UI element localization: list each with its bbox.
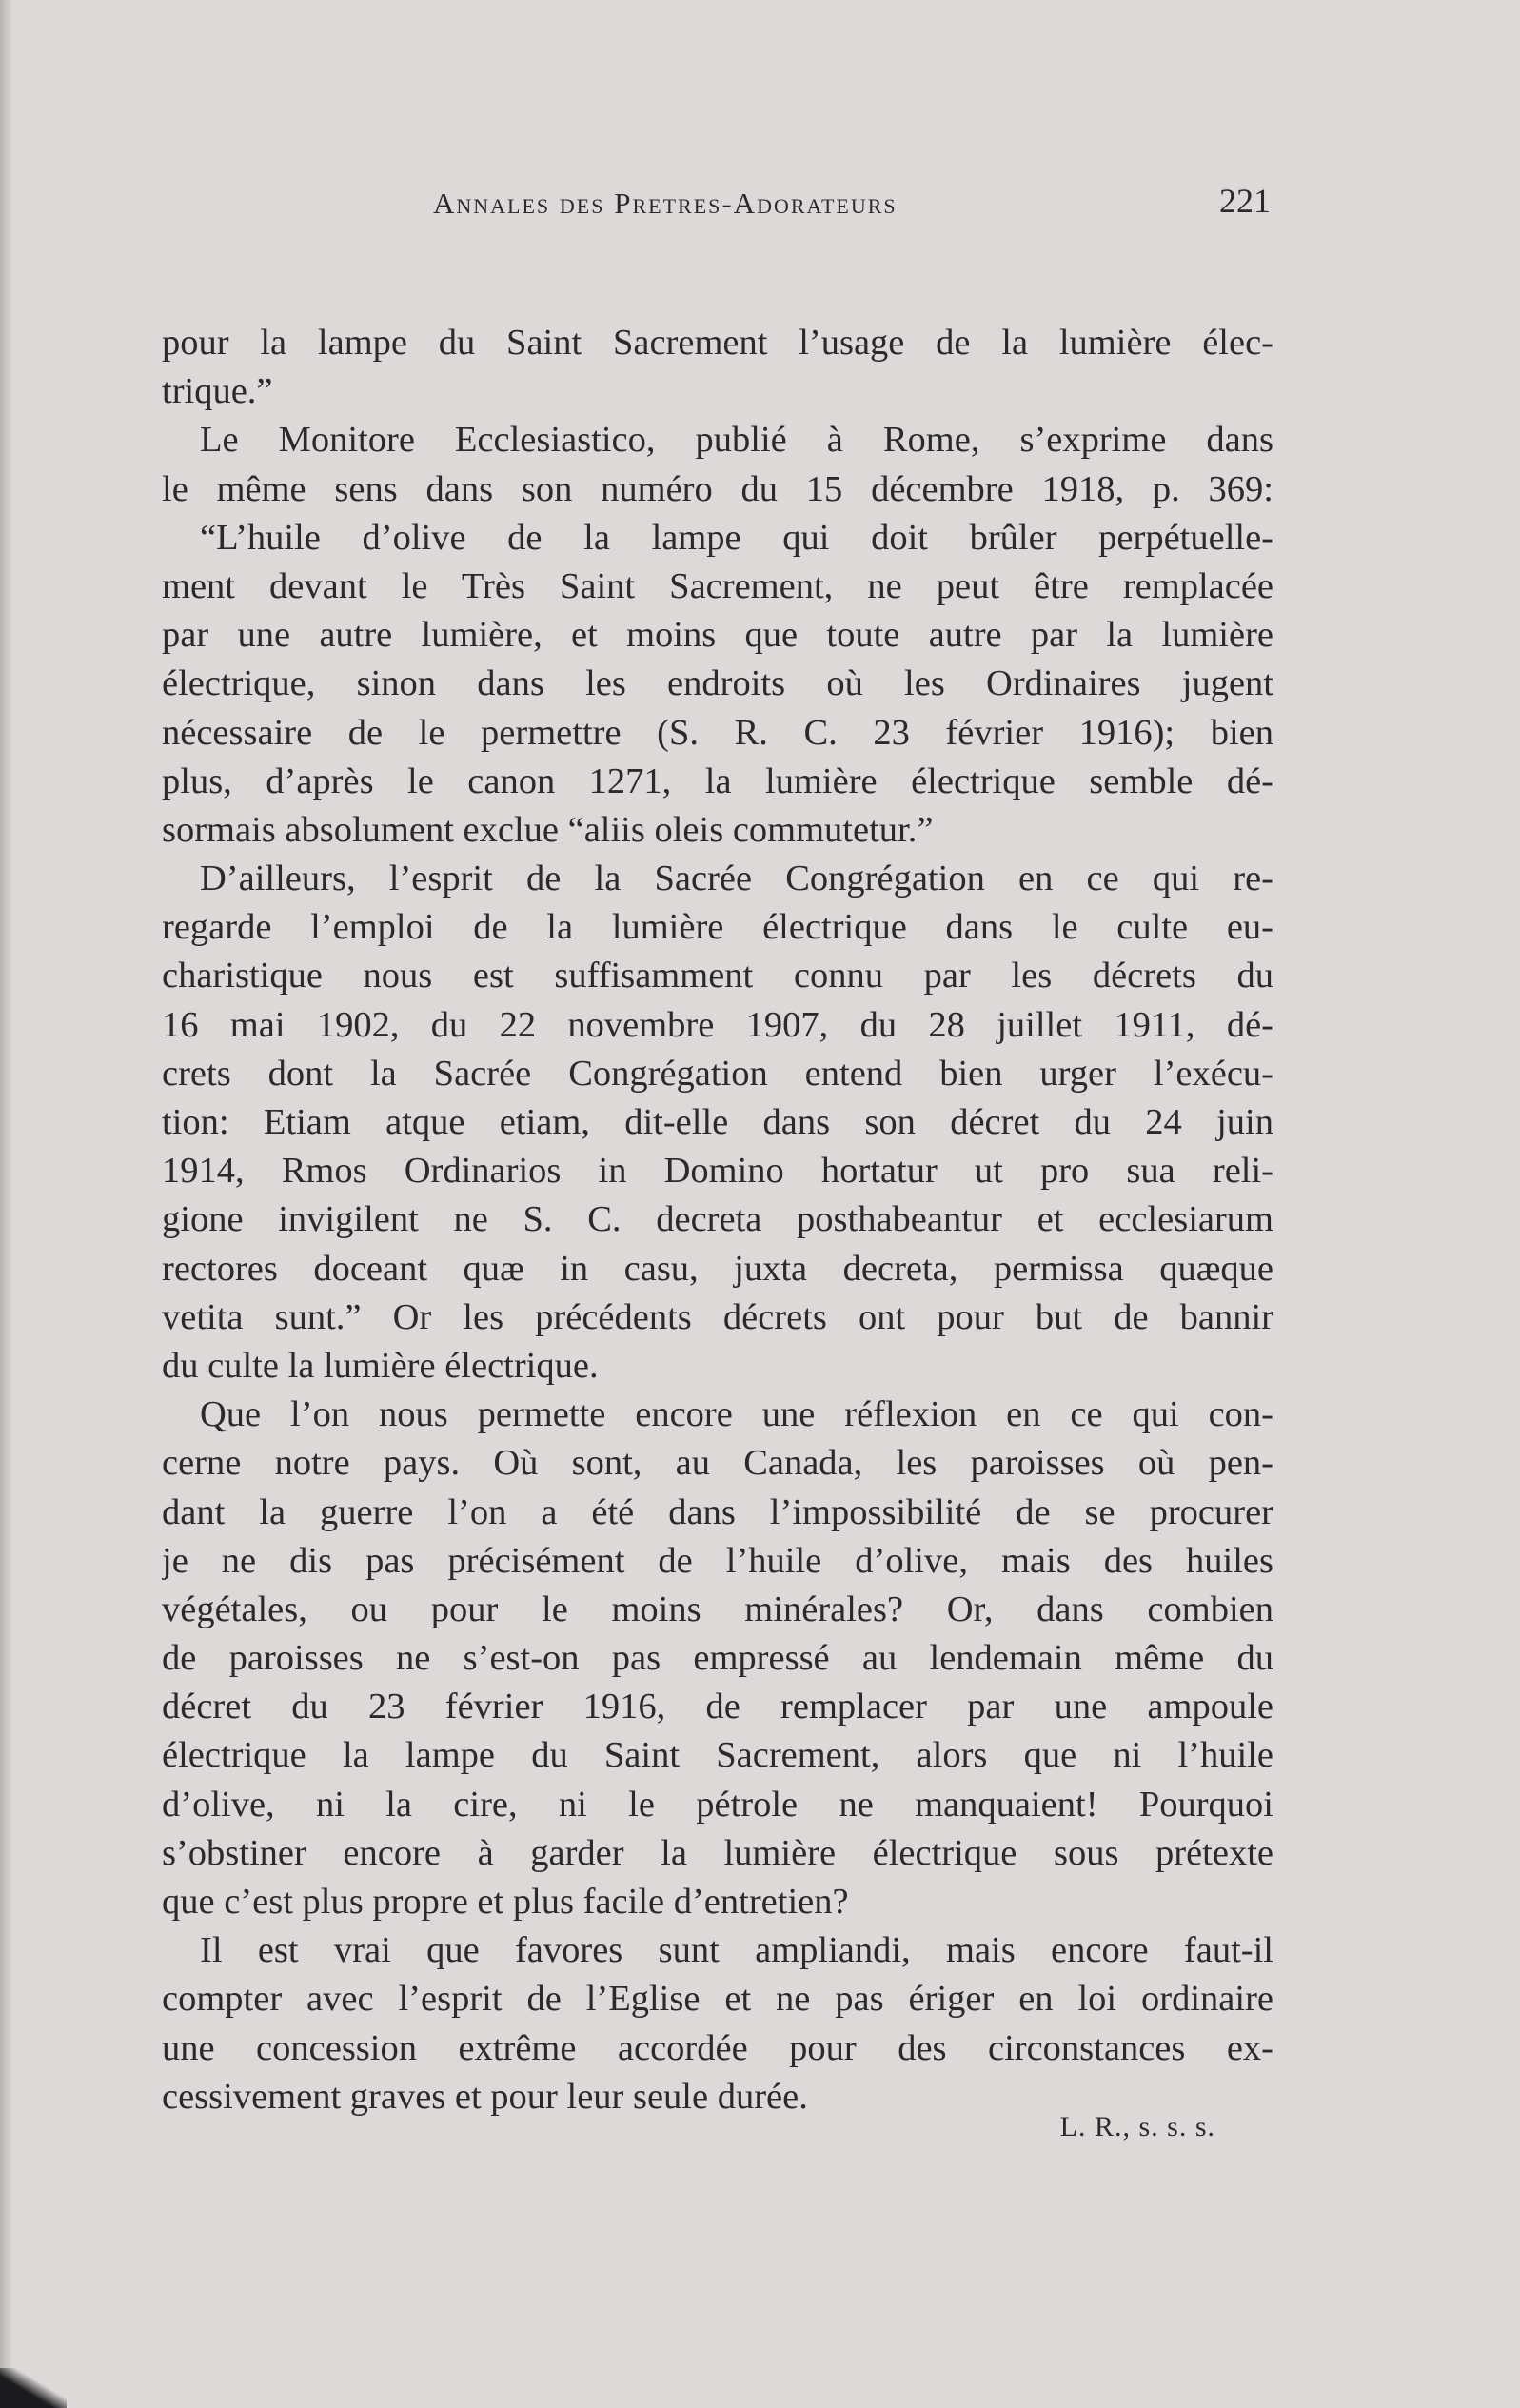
text-line: une concession extrême accordée pour des circonstances ex- [162, 2027, 1273, 2068]
text-line: cerne notre pays. Où sont, au Canada, les paroisses où pen- [162, 1443, 1273, 1484]
page-header [433, 181, 1271, 228]
text-line: 16 mai 1902, du 22 novembre 1907, du 28 juillet 1911, dé- [162, 1004, 1273, 1045]
text-line: le même sens dans son numéro du 15 décembre 1918, p. 369: [162, 468, 1273, 509]
text-line: d’olive, ni la cire, ni le pétrole ne manquaient! Pourquoi [162, 1784, 1273, 1825]
text-line: ment devant le Très Saint Sacrement, ne peut être remplacée [162, 565, 1273, 606]
text-line: regarde l’emploi de la lumière électrique dans le culte eu- [162, 907, 1273, 948]
text-line: trique.” [162, 371, 273, 412]
text-line: je ne dis pas précisément de l’huile d’olive, mais des huiles [162, 1540, 1273, 1581]
text-line: Il est vrai que favores sunt ampliandi, mais encore faut-il [200, 1930, 1273, 1971]
text-line: dant la guerre l’on a été dans l’impossibilité de se procurer [162, 1491, 1273, 1532]
text-line: électrique, sinon dans les endroits où les Ordinaires jugent [162, 663, 1273, 704]
text-line: Le Monitore Ecclesiastico, publié à Rome, s’exprime dans [200, 420, 1273, 461]
running-title: Annales des Pretres-Adorateurs [433, 187, 898, 220]
text-line: tion: Etiam atque etiam, dit-elle dans son décret du 24 juin [162, 1102, 1273, 1142]
text-line: Que l’on nous permette encore une réflexion en ce qui con- [200, 1394, 1273, 1435]
text-line: rectores doceant quæ in casu, juxta decreta, permissa quæque [162, 1248, 1273, 1289]
text-line: végétales, ou pour le moins minérales? Or, dans combien [162, 1589, 1273, 1629]
text-line: “L’huile d’olive de la lampe qui doit brûler perpétuelle- [200, 517, 1273, 558]
page-number: 221 [1219, 182, 1271, 220]
text-line: 1914, Rmos Ordinarios in Domino hortatur ut pro sua reli- [162, 1151, 1273, 1192]
page-binding-edge [0, 0, 13, 2408]
text-line: crets dont la Sacrée Congrégation entend bien urger l’exécu- [162, 1053, 1273, 1094]
text-line: sormais absolument exclue “aliis oleis commutetur.” [162, 809, 934, 850]
text-line: cessivement graves et pour leur seule durée. [162, 2076, 808, 2117]
text-line: par une autre lumière, et moins que toute autre par la lumière [162, 615, 1273, 656]
text-line: pour la lampe du Saint Sacrement l’usage de la lumière élec- [162, 323, 1273, 363]
text-line: de paroisses ne s’est-on pas empressé au lendemain même du [162, 1638, 1273, 1679]
text-line: charistique nous est suffisamment connu par les décrets du [162, 956, 1273, 997]
text-line: gione invigilent ne S. C. decreta posthabeantur et ecclesiarum [162, 1199, 1273, 1240]
text-line: s’obstiner encore à garder la lumière électrique sous prétexte [162, 1832, 1273, 1873]
text-line: vetita sunt.” Or les précédents décrets ont pour but de bannir [162, 1296, 1273, 1337]
text-line: du culte la lumière électrique. [162, 1345, 599, 1386]
text-line: compter avec l’esprit de l’Eglise et ne pas ériger en loi ordinaire [162, 1979, 1273, 2020]
body-text [162, 319, 1273, 2122]
author-signature: L. R., s. s. s. [1059, 2111, 1215, 2142]
text-line: que c’est plus propre et plus facile d’entretien? [162, 1882, 849, 1922]
text-line: nécessaire de le permettre (S. R. C. 23 février 1916); bien [162, 712, 1273, 753]
scan-corner-shadow [0, 2368, 67, 2408]
text-line: électrique la lampe du Saint Sacrement, alors que ni l’huile [162, 1735, 1273, 1776]
text-line: plus, d’après le canon 1271, la lumière électrique semble dé- [162, 760, 1273, 801]
text-line: décret du 23 février 1916, de remplacer par une ampoule [162, 1687, 1273, 1727]
text-line: D’ailleurs, l’esprit de la Sacrée Congrégation en ce qui re- [200, 859, 1273, 899]
